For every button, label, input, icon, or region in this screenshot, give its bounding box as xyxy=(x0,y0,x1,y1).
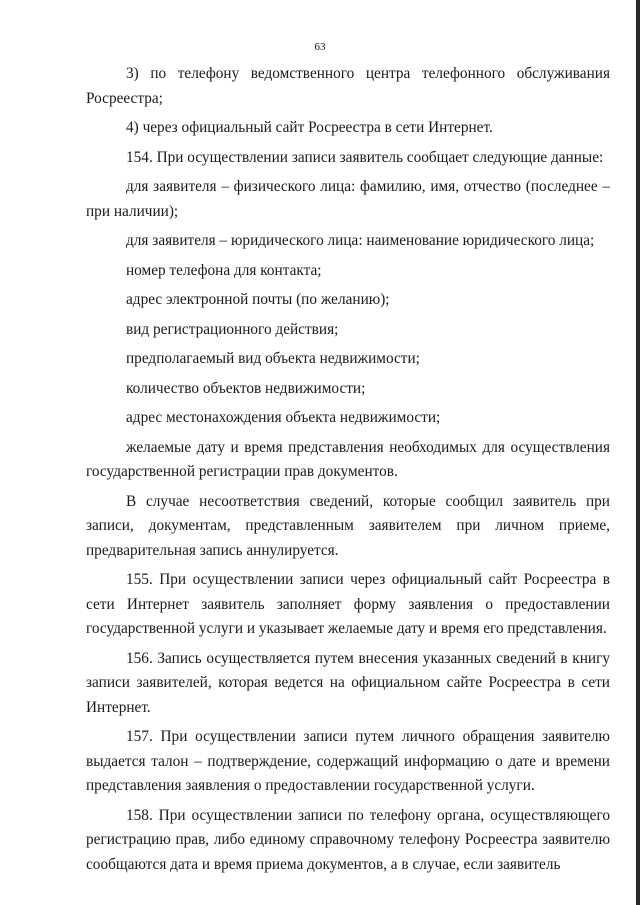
list-item-object-address: адрес местонахождения объекта недвижимости; xyxy=(126,409,441,426)
list-item-email: адрес электронной почты (по желанию); xyxy=(126,291,390,308)
paragraph-mismatch: В случае несоответствия сведений, которые сообщил заявитель при записи, документам, представленным заявителем при личном приеме, предварительная запись аннулируется. xyxy=(86,492,610,559)
paragraph-item-3: 3) по телефону ведомственного центра телефонного обслуживания Росреестра; xyxy=(86,65,610,107)
list-item-individual: для заявителя – физического лица: фамилию, имя, отчество (последнее – при наличии); xyxy=(86,178,610,220)
paragraph-157: 157. При осуществлении записи путем личного обращения заявителю выдается талон – подтверждение, содержащий информацию о дате и времени представления заявления о предоставлении государственной услуги. xyxy=(86,728,610,794)
paragraph-154: 154. При осуществлении записи заявитель сообщает следующие данные: xyxy=(126,148,604,166)
paragraph-156: 156. Запись осуществляется путем внесения указанных сведений в книгу записи заявителей, которая ведется на официальном сайте Росреестра в сети Интернет. xyxy=(86,649,610,716)
list-item-phone: номер телефона для контакта; xyxy=(126,261,322,279)
list-item-legal-entity: для заявителя – юридического лица: наименование юридического лица; xyxy=(126,232,595,249)
paragraph-158: 158. При осуществлении записи по телефону органа, осуществляющего регистрацию прав, либо единому справочному телефону Росреестра заявителю сообщаются дата и время приема документов, а в случае, если заявитель xyxy=(86,806,610,873)
paragraph-155: 155. При осуществлении записи через официальный сайт Росреестра в сети Интернет заявитель заполняет форму заявления о предоставлении государственной услуги и указывает желаемые дату и время его представления. xyxy=(86,571,610,637)
page-number: 63 xyxy=(314,41,326,53)
page-edge xyxy=(636,0,640,905)
list-item-date-time: желаемые дату и время представления необходимых для осуществления государственной регистрации прав документов. xyxy=(86,438,610,480)
list-item-action-type: вид регистрационного действия; xyxy=(126,320,339,338)
list-item-object-type: предполагаемый вид объекта недвижимости; xyxy=(126,350,420,367)
document-body xyxy=(86,62,610,879)
paragraph-item-4: 4) через официальный сайт Росреестра в сети Интернет. xyxy=(126,119,493,136)
list-item-object-count: количество объектов недвижимости; xyxy=(126,379,366,397)
